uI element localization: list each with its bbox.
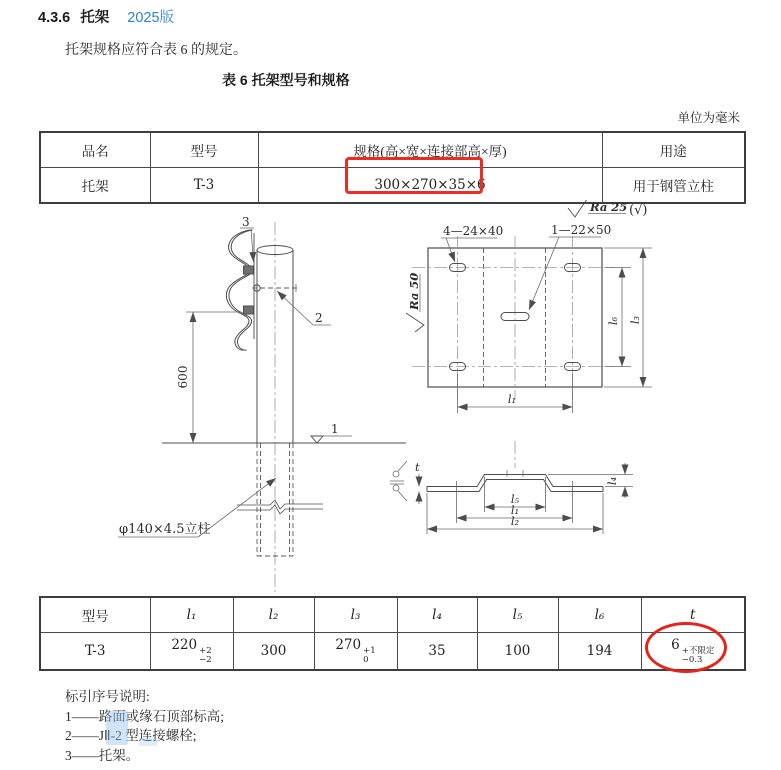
section-heading bbox=[38, 6, 174, 27]
col-header-model: 型号 bbox=[40, 597, 150, 633]
section-number: 4.3.6 bbox=[38, 10, 71, 26]
version-tag[interactable]: 2025版 bbox=[127, 10, 175, 26]
level-marker-icon bbox=[311, 436, 323, 443]
cell-l5: 100 bbox=[477, 633, 558, 671]
notes-block bbox=[65, 687, 224, 765]
post-spec-label: φ140×4.5立柱 bbox=[119, 522, 211, 537]
callout-1 bbox=[311, 422, 352, 443]
connection-bolt bbox=[252, 284, 299, 292]
dimensions-table bbox=[39, 596, 746, 671]
dim-l6-label: l₆ bbox=[606, 316, 620, 326]
cell-model: T-3 bbox=[40, 633, 150, 671]
col-header-usage: 用途 bbox=[602, 132, 745, 168]
ra25-label: Ra 25 bbox=[590, 200, 628, 214]
cell-model: T-3 bbox=[150, 168, 258, 204]
section-outline-top bbox=[427, 475, 603, 487]
callout-2 bbox=[277, 291, 331, 325]
callout-2-label: 2 bbox=[315, 311, 323, 325]
dim-l1-plan-label: l₁ bbox=[507, 392, 517, 406]
center-slot-label: 1—22×50 bbox=[551, 223, 612, 237]
dim-l2-label: l₂ bbox=[510, 514, 520, 528]
bracket-plan-view bbox=[406, 200, 652, 413]
cell-l4: 35 bbox=[397, 633, 477, 671]
bracket-section-view bbox=[390, 441, 633, 534]
dim-600-label: 600 bbox=[176, 365, 190, 389]
note-item-2: 2——JⅡ-2 型连接螺栓; bbox=[65, 728, 197, 743]
annotation-red-box bbox=[345, 157, 483, 194]
col-header-spec: 规格(高×宽×连接部高×厚) bbox=[258, 132, 602, 168]
corner-slots-callout bbox=[441, 224, 503, 262]
notes-title: 标引序号说明: bbox=[65, 689, 150, 704]
unit-note: 单位为毫米 bbox=[677, 111, 740, 125]
bracket-bolt-upper bbox=[244, 266, 254, 274]
center-slot-callout bbox=[529, 223, 611, 310]
break-symbol bbox=[237, 500, 323, 514]
highlight-artifact-small bbox=[139, 738, 157, 746]
dim-l1-section-label: l₁ bbox=[510, 503, 520, 517]
dim-l5-label: l₅ bbox=[510, 492, 520, 506]
technical-drawing bbox=[80, 200, 700, 596]
callout-1-label: 1 bbox=[331, 422, 339, 436]
col-header-model: 型号 bbox=[150, 132, 258, 168]
col-header-l6: l₆ bbox=[558, 597, 641, 633]
col-header-l2: l₂ bbox=[233, 597, 314, 633]
ra25-check-label: (√) bbox=[629, 203, 648, 218]
bracket-bolt-lower bbox=[244, 306, 254, 314]
cell-t: 6 +不限定 −0.3 bbox=[641, 633, 745, 671]
cell-spec: 300×270×35×6 bbox=[258, 168, 602, 204]
dimensions-table-row bbox=[40, 633, 745, 671]
note-item-3: 3——托架。 bbox=[65, 747, 140, 763]
roughness-ra25-symbol bbox=[568, 200, 647, 218]
wbeam-bracket bbox=[226, 230, 254, 350]
table-caption: 表 6 托架型号和规格 bbox=[222, 72, 350, 88]
corner-slots-label: 4—24×40 bbox=[443, 224, 504, 238]
dim-t-label: t bbox=[415, 460, 420, 474]
intro-paragraph: 托架规格应符合表 6 的规定。 bbox=[65, 43, 247, 58]
roughness-both-faces-symbol bbox=[390, 461, 407, 501]
post-spec-callout bbox=[118, 478, 276, 537]
annotation-red-ellipse bbox=[645, 622, 727, 673]
dim-600 bbox=[176, 312, 240, 443]
cell-l2: 300 bbox=[233, 633, 314, 671]
roughness-ra50-symbol bbox=[406, 273, 424, 332]
dim-t bbox=[415, 460, 420, 504]
section-outline-bottom bbox=[427, 480, 603, 492]
section-title: 托架 bbox=[80, 10, 110, 26]
cell-l3: 270 +1 0 bbox=[314, 633, 397, 671]
highlight-artifact bbox=[106, 711, 128, 745]
col-header-l4: l₄ bbox=[397, 597, 477, 633]
cell-name: 托架 bbox=[40, 168, 150, 204]
col-header-l5: l₅ bbox=[477, 597, 558, 633]
col-header-name: 品名 bbox=[40, 132, 150, 168]
ra50-label: Ra 50 bbox=[407, 272, 421, 310]
note-item-1: 1——路面或缘石顶部标高; bbox=[65, 708, 225, 724]
callout-3-label: 3 bbox=[242, 215, 250, 229]
cell-l6: 194 bbox=[558, 633, 641, 671]
col-header-t: t bbox=[641, 597, 745, 633]
col-header-l1: l₁ bbox=[150, 597, 233, 633]
dim-l4 bbox=[548, 463, 633, 498]
dim-l3-label: l₃ bbox=[628, 315, 642, 325]
cell-usage: 用于钢管立柱 bbox=[602, 168, 745, 204]
dim-l4-label: l₄ bbox=[605, 476, 619, 486]
col-header-l3: l₃ bbox=[314, 597, 397, 633]
cell-l1: 220 +2 −2 bbox=[150, 633, 233, 671]
dimensions-table-header-row bbox=[40, 597, 745, 633]
callout-3 bbox=[240, 215, 254, 262]
post-elevation-view bbox=[118, 215, 406, 592]
